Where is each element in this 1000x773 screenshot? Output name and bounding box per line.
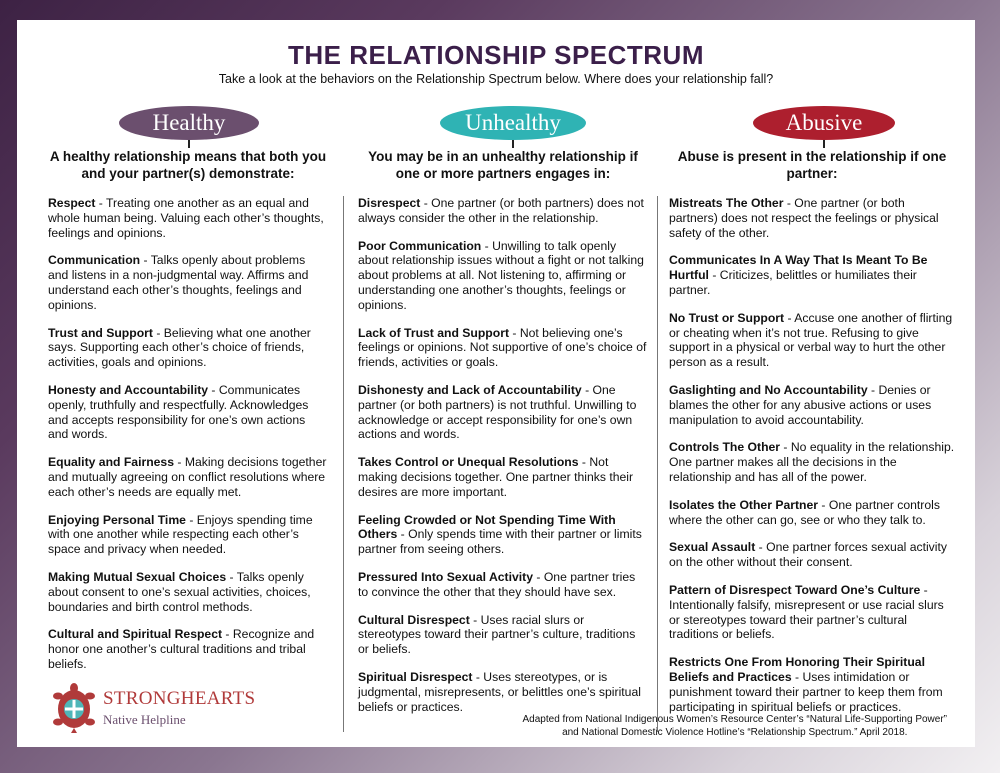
behavior-description: - One partner tries to convince the other that they should have sex. [358,569,636,599]
behavior-term: Respect [48,196,96,210]
behavior-item [48,513,328,557]
behavior-description: - Denies or blames the other for any abusive actions or uses manipulation to avoid accountability. [669,382,932,427]
behavior-term: Gaslighting and No Accountability [669,382,868,397]
behavior-item [358,455,648,499]
behavior-description: - No equality in the relationship. One partner makes all the decisions in the relationship and has all of the power. [669,440,955,484]
behavior-term: Pattern of Disrespect Toward One’s Culture [669,582,921,597]
behavior-term: Disrespect [358,196,421,210]
page-title: THE RELATIONSHIP SPECTRUM [287,40,704,70]
behavior-term: Takes Control or Unequal Resolutions [358,455,579,470]
column-divider [343,196,344,732]
behavior-description: - One partner (or both partners) does not respect the feelings or physical safety of the other. [669,196,939,240]
behavior-item [669,583,955,642]
behavior-item [358,570,648,600]
behavior-description: - Treating one another as an equal and whole human being. Valuing each other’s thoughts, feelings and opinions. [48,196,324,240]
behavior-item [358,239,648,313]
behavior-item [669,540,955,570]
behavior-item [669,311,955,370]
behavior-item [48,196,328,240]
behavior-item [669,440,955,484]
column-unhealthy [358,106,648,727]
behavior-term: Cultural and Spiritual Respect [48,627,223,642]
behavior-item [358,670,648,714]
source-credit [523,713,947,739]
healthy-pill: Healthy [119,106,259,140]
unhealthy-intro: You may be in an unhealthy relationship if one or more partners engages in: [368,149,638,181]
behavior-item [48,326,328,370]
behavior-description: - Enjoys spending time with one another while respecting each other’s space and privacy when needed. [48,512,313,557]
behavior-description: - Unwilling to talk openly about relationship issues without a fight or not talking about problems at all. Not listening to, affirming or understanding one another’s thoughts, feelings or opinions. [358,238,644,312]
behavior-item [48,570,328,614]
credit-line: and National Domestic Violence Hotline’s “Relationship Spectrum.” April 2018. [562,727,908,738]
behavior-item [48,253,328,312]
behavior-description: - Making decisions together and mutually agreeing on conflict resolutions where each other’s needs are equally met. [48,455,327,499]
strong-hearts-logo [51,680,271,740]
behavior-term: No Trust or Support [669,310,785,325]
behavior-description: - Only spends time with their partner or limits partner from seeing others. [358,527,642,557]
behavior-description: - Uses stereotypes, or is judgmental, misrepresents, or belittles one’s spiritual beliefs or practices. [358,669,641,714]
spectrum-card [17,20,975,747]
behavior-term: Communicates In A Way That Is Meant To Be Hurtful [669,253,928,283]
behavior-description: - Recognize and honor one another’s cultural traditions and tribal beliefs. [48,627,315,671]
behavior-term: Lack of Trust and Support [358,325,509,340]
behavior-item [669,253,955,297]
logo-brand: STRONGHEARTS [103,688,256,709]
logo-subtitle: Native Helpline [103,712,186,727]
behavior-description: - Intentionally falsify, misrepresent or use racial slurs or stereotypes toward their partner’s cultural traditions or beliefs. [669,582,944,642]
unhealthy-pill: Unhealthy [440,106,586,140]
behavior-item [358,326,648,370]
abusive-pill: Abusive [753,106,895,140]
behavior-description: - Uses intimidation or punishment toward their partner to keep them from participating in spiritual beliefs or practices. [669,669,943,714]
behavior-item [48,627,328,671]
behavior-term: Trust and Support [48,325,153,340]
behavior-term: Feeling Crowded or Not Spending Time With Others [358,512,616,542]
behavior-description: - One partner (or both partners) is not truthful. Unwilling to acknowledge or accept responsibility for one’s own actions and words. [358,382,637,442]
behavior-item [48,383,328,442]
behavior-item [358,613,648,657]
turtle-icon [51,682,97,734]
behavior-description: - One partner (or both partners) does not always consider the other in the relationship. [358,196,644,225]
column-healthy [48,106,328,685]
column-abusive [669,106,955,727]
behavior-description: - Believing what one another says. Supporting each other’s choice of friends, activities, goals and opinions. [48,325,311,370]
behavior-term: Pressured Into Sexual Activity [358,569,533,584]
behavior-item [358,196,648,226]
abusive-header [669,106,955,152]
behavior-item [48,455,328,499]
behavior-description: - Talks openly about problems and listens in a non-judgmental way. Affirms and understand each other’s thoughts, feelings and opinions. [48,253,309,312]
behavior-description: - Criticizes, belittles or humiliates their partner. [669,268,917,297]
behavior-term: Cultural Disrespect [358,612,470,627]
behavior-item [669,383,955,427]
healthy-header [48,106,328,152]
behavior-description: - Uses racial slurs or stereotypes toward their partner’s culture, traditions or beliefs. [358,612,636,657]
abusive-intro: Abuse is present in the relationship if one partner: [677,149,947,181]
behavior-term: Making Mutual Sexual Choices [48,569,227,584]
behavior-description: - Accuse one another of flirting or cheating when it’s not true. Refusing to give support in a physical or verbal way to hurt the other person as a result. [669,310,953,370]
credit-line: Adapted from National Indigenous Women’s Resource Center’s “Natural Life-Supporting Power” [522,714,947,725]
behavior-term: Poor Communication [358,238,482,253]
behavior-term: Restricts One From Honoring Their Spiritual Beliefs and Practices [669,655,925,684]
behavior-item [669,196,955,240]
healthy-intro: A healthy relationship means that both you and your partner(s) demonstrate: [49,149,327,181]
behavior-description: - One partner forces sexual activity on the other without their consent. [669,540,947,570]
behavior-term: Controls The Other [669,440,781,455]
behavior-item [669,498,955,528]
behavior-description: - Not believing one’s feelings or opinions. Not supportive of one’s choice of friends, activities or goals. [358,325,647,370]
behavior-term: Enjoying Personal Time [48,512,186,527]
behavior-term: Sexual Assault [669,540,756,555]
behavior-term: Honesty and Accountability [48,382,209,397]
column-divider [657,196,658,732]
behavior-term: Isolates the Other Partner [669,497,819,512]
behavior-item [358,513,648,557]
unhealthy-header [358,106,648,152]
behavior-term: Equality and Fairness [48,455,174,470]
behavior-term: Communication [48,253,141,268]
behavior-description: - Not making decisions together. One partner thinks their desires are more important. [358,455,634,499]
behavior-item [669,655,955,714]
behavior-term: Spiritual Disrespect [358,669,473,684]
page-subtitle: Take a look at the behaviors on the Relationship Spectrum below. Where does your relationship fall? [218,72,774,86]
behavior-term: Mistreats The Other [669,196,784,210]
behavior-item [358,383,648,442]
behavior-description: - One partner controls where the other can go, see or who they talk to. [669,497,940,527]
behavior-description: - Communicates openly, truthfully and respectfully. Acknowledges and accepts responsibility for one’s own actions and words. [48,382,309,442]
behavior-term: Dishonesty and Lack of Accountability [358,382,582,397]
behavior-description: - Talks openly about consent to one’s sexual activities, choices, boundaries and birth control methods. [48,569,311,614]
